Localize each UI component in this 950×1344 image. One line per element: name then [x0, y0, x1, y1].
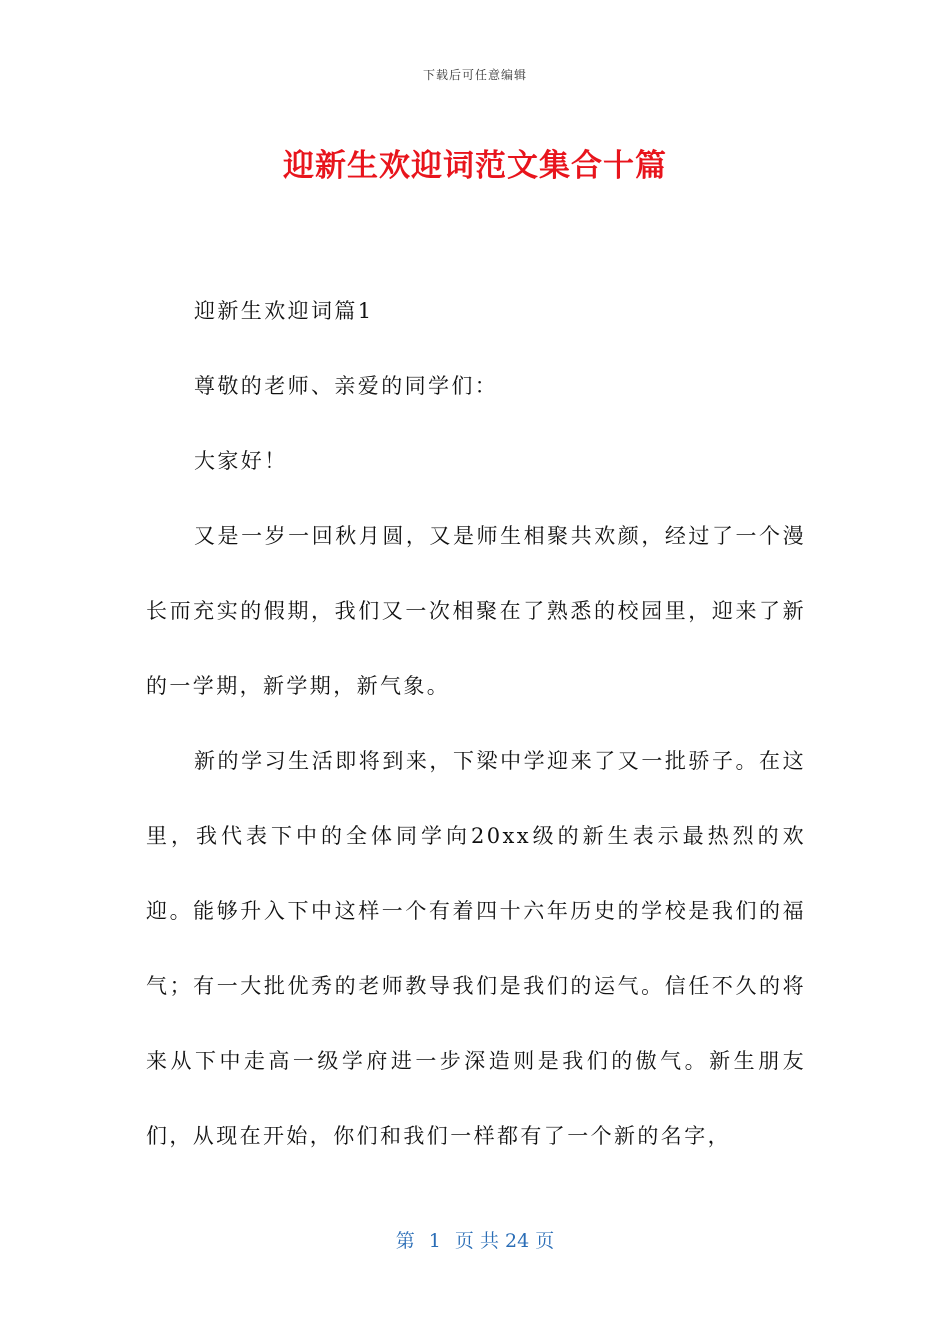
footer-current-page: 1: [428, 1230, 441, 1252]
header-note: 下载后可任意编辑: [422, 68, 527, 82]
salutation: 尊敬的老师、亲爱的同学们：: [194, 374, 499, 398]
footer-suffix: 页: [535, 1230, 555, 1252]
document-body: [146, 274, 806, 1174]
footer-total-pages: 24: [505, 1230, 530, 1252]
page-footer: [0, 1226, 950, 1253]
body-paragraph: 又是一岁一回秋月圆，又是师生相聚共欢颜，经过了一个漫长而充实的假期，我们又一次相聚在了熟悉的校园里，迎来了新的一学期，新学期，新气象。: [146, 524, 806, 698]
body-paragraph: 新的学习生活即将到来，下梁中学迎来了又一批骄子。在这里，我代表下中的全体同学向20xx级的新生表示最热烈的欢迎。能够升入下中这样一个有着四十六年历史的学校是我们的福气；有一大批优秀的老师教导我们是我们的运气。信任不久的将来从下中走高一级学府进一步深造则是我们的傲气。新生朋友们，从现在开始，你们和我们一样都有了一个新的名字，: [146, 749, 806, 1148]
section-heading: 迎新生欢迎词篇1: [194, 299, 374, 323]
document-title: 迎新生欢迎词范文集合十篇: [283, 148, 667, 184]
footer-prefix: 第: [395, 1230, 415, 1252]
greeting: 大家好！: [194, 449, 288, 473]
footer-middle: 页 共: [454, 1230, 499, 1252]
